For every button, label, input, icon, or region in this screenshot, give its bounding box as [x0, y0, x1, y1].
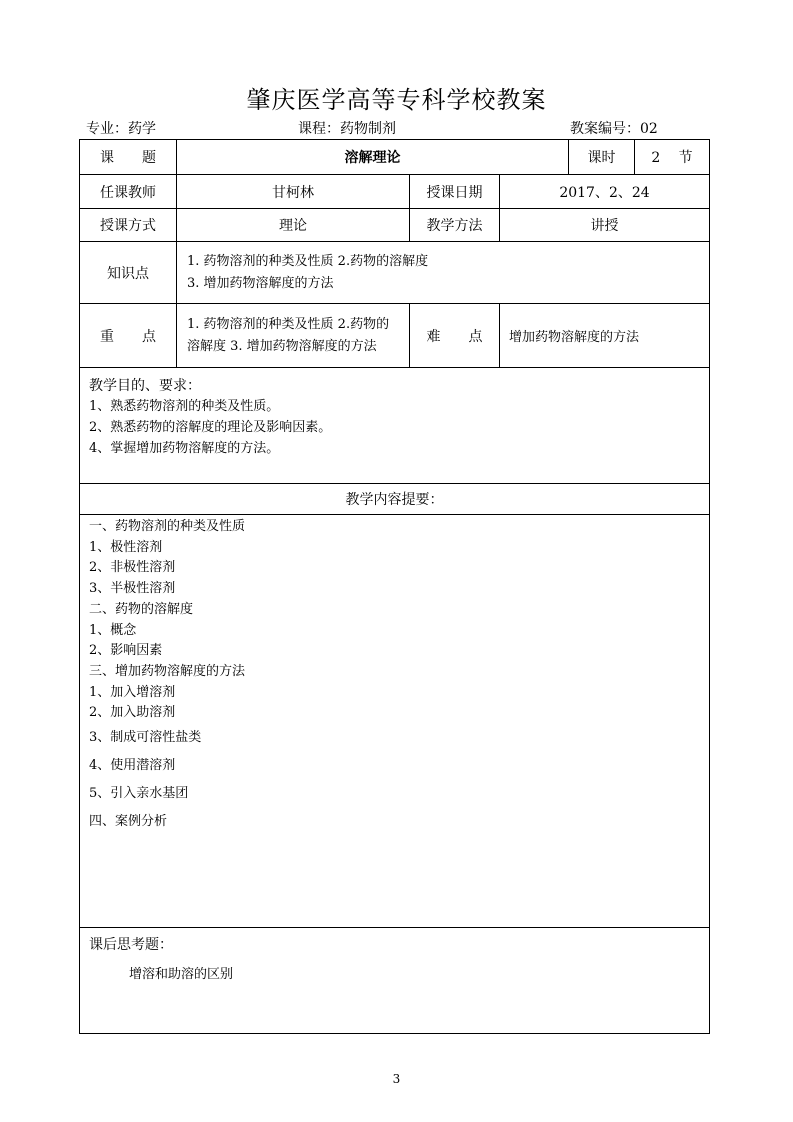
content-item: 3、半极性溶剂 — [89, 581, 176, 597]
content-item: 1、极性溶剂 — [89, 539, 163, 555]
objective-item: 4、掌握增加药物溶解度的方法。 — [89, 441, 280, 456]
content-item: 4、使用潜溶剂 — [89, 758, 176, 774]
major-label: 专业：药学 — [86, 121, 156, 137]
date-label: 授课日期 — [409, 174, 499, 208]
knowledge-line-2: 3. 增加药物溶解度的方法 — [187, 276, 334, 291]
key-line-2: 溶解度 3. 增加药物溶解度的方法 — [187, 339, 377, 354]
mode-value: 理论 — [176, 208, 409, 241]
knowledge-line-1: 1. 药物溶剂的种类及性质 2.药物的溶解度 — [187, 254, 429, 269]
mode-label: 授课方式 — [79, 208, 176, 241]
course-label: 课程：药物制剂 — [298, 121, 396, 137]
content-item: 2、加入助溶剂 — [89, 705, 176, 721]
method-label: 教学方法 — [409, 208, 499, 241]
content-item: 三、增加药物溶解度的方法 — [89, 663, 246, 679]
objectives-heading: 教学目的、要求： — [89, 378, 201, 394]
key-value — [176, 303, 409, 367]
objective-item: 1、熟悉药物溶剂的种类及性质。 — [89, 399, 280, 414]
topic-label: 课 题 — [79, 139, 176, 174]
knowledge-label: 知识点 — [79, 241, 176, 303]
hours-label: 课时 — [568, 139, 634, 174]
document-title: 肇庆医学高等专科学校教案 — [246, 86, 547, 114]
content-item: 2、非极性溶剂 — [89, 560, 176, 576]
content-item: 二、药物的溶解度 — [89, 601, 194, 617]
content-item: 1、概念 — [89, 622, 137, 638]
topic-value: 溶解理论 — [176, 139, 568, 174]
content-item: 一、药物溶剂的种类及性质 — [89, 519, 246, 534]
knowledge-value — [176, 241, 710, 303]
homework-section — [79, 927, 710, 1034]
content-item: 四、案例分析 — [89, 814, 168, 830]
difficulty-label: 难 点 — [409, 303, 499, 367]
hours-value: 2 节 — [634, 139, 710, 174]
plan-number-label: 教案编号：02 — [570, 121, 658, 137]
content-item: 1、加入增溶剂 — [89, 684, 176, 700]
key-line-1: 1. 药物溶剂的种类及性质 2.药物的 — [187, 317, 390, 332]
content-section — [79, 514, 710, 927]
homework-item: 增溶和助溶的区别 — [129, 967, 234, 982]
content-item: 3、制成可溶性盐类 — [89, 730, 202, 746]
content-item: 5、引入亲水基团 — [89, 786, 189, 802]
teacher-label: 任课教师 — [79, 174, 176, 208]
objectives-section — [79, 367, 710, 483]
content-item: 2、影响因素 — [89, 643, 163, 659]
difficulty-value: 增加药物溶解度的方法 — [499, 303, 710, 367]
objective-item: 2、熟悉药物的溶解度的理论及影响因素。 — [89, 420, 332, 435]
page-number: 3 — [392, 1072, 401, 1086]
date-value: 2017、2、24 — [499, 174, 710, 208]
method-value: 讲授 — [499, 208, 710, 241]
homework-heading: 课后思考题： — [89, 937, 173, 953]
teacher-value: 甘柯林 — [176, 174, 409, 208]
key-label: 重 点 — [79, 303, 176, 367]
content-heading: 教学内容提要： — [79, 483, 710, 514]
